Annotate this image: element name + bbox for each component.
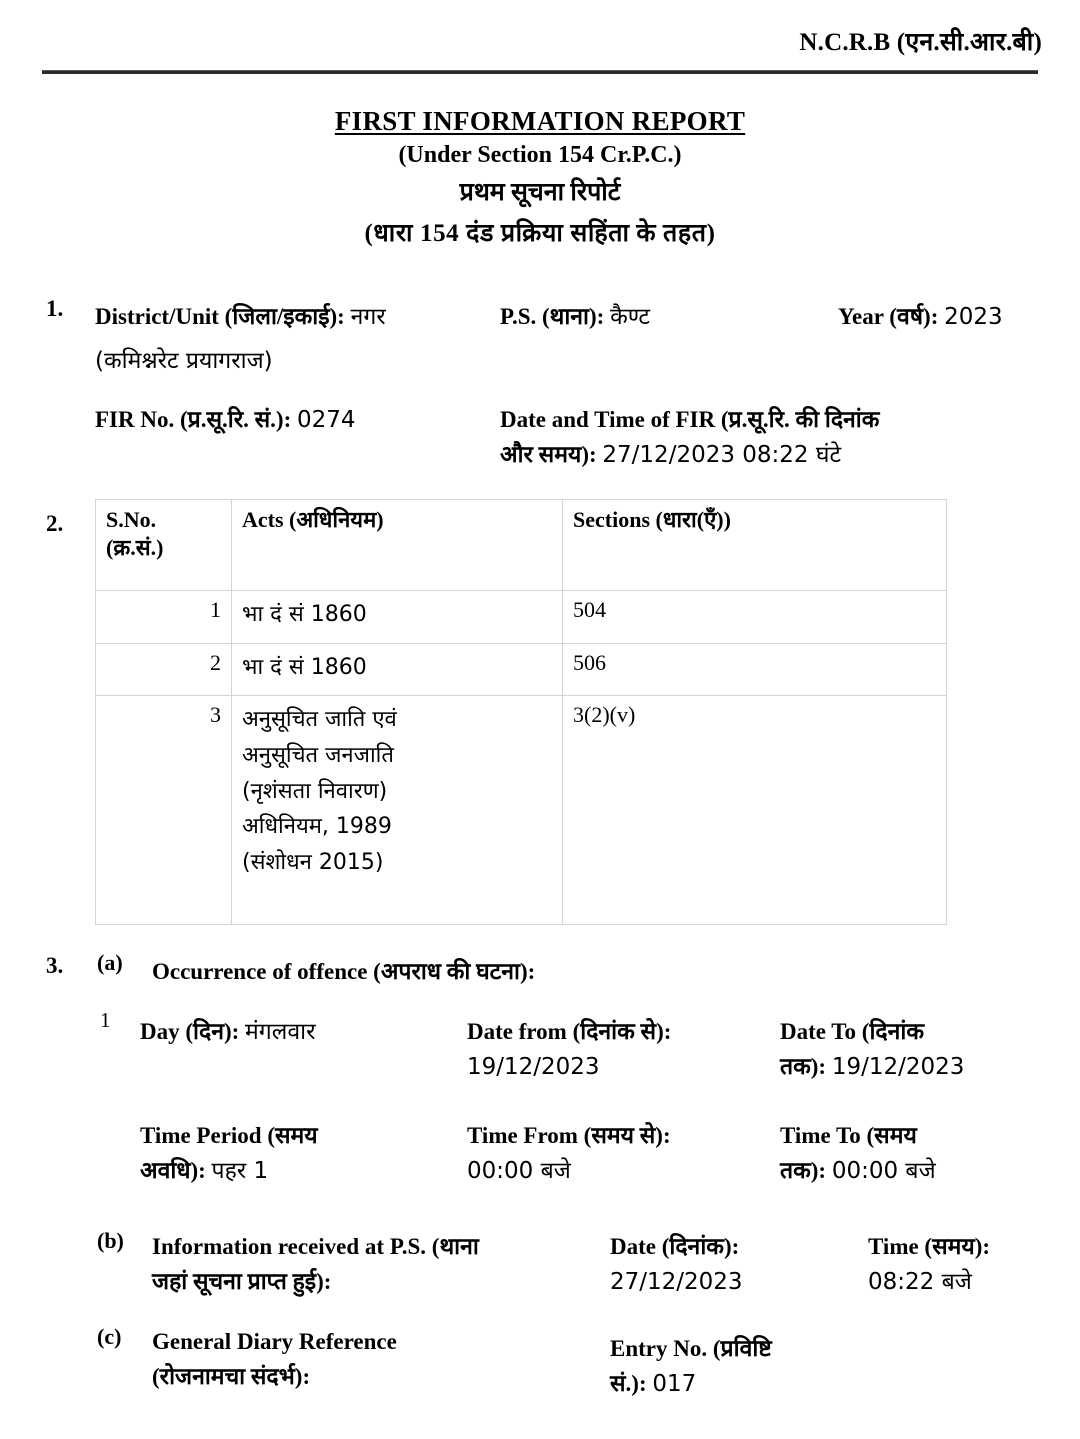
time-from-value: 00:00 बजे [467,1157,571,1184]
information-received-date-field [610,1230,860,1300]
general-diary-reference-label-line1: General Diary Reference [152,1329,397,1354]
table-row [96,591,947,644]
section-2-number: 2. [46,511,64,536]
date-from-field [467,1015,767,1085]
fir-number-value: 0274 [297,407,356,433]
row-act-line4: अधिनियम, 1989 [242,814,392,840]
document-title-block [0,106,1080,250]
fir-datetime-field [500,403,1060,473]
time-to-label-line2: तक): [780,1157,827,1183]
time-period-label-line1: Time Period (समय [140,1123,318,1148]
time-period-value: पहर 1 [211,1157,269,1184]
general-diary-reference-label-line2: (रोजनामचा संदर्भ): [152,1363,311,1389]
information-received-time-label: Time (समय): [868,1234,991,1259]
entry-number-label-line1: Entry No. (प्रविष्टि [610,1336,772,1361]
row-sno: 2 [96,643,232,696]
day-value: मंगलवार [245,1019,316,1045]
information-received-date-label: Date (दिनांक): [610,1234,740,1259]
entry-number-field [610,1332,930,1402]
date-to-value: 19/12/2023 [831,1053,965,1080]
ncrb-agency-header: N.C.R.B (एन.सी.आर.बी) [799,29,1042,56]
police-station-value: कैण्ट [610,304,651,330]
day-label: Day (दिन): [140,1019,240,1044]
fir-number-label: FIR No. (प्र.सू.रि. सं.): [95,407,292,432]
row-act [232,696,563,925]
police-station-field [500,300,830,335]
time-from-label: Time From (समय से): [467,1123,671,1148]
time-to-value: 00:00 बजे [831,1157,936,1184]
row-act-line2: अनुसूचित जनजाति [242,742,394,768]
row-act: भा दं सं 1860 [232,643,563,696]
time-to-label-line1: Time To (समय [780,1123,917,1148]
information-received-label [152,1230,602,1300]
row-section: 504 [563,591,947,644]
row-sno: 3 [96,696,232,925]
time-period-label-line2: अवधि): [140,1157,206,1183]
page-subtitle-hindi: (धारा 154 दंड प्रक्रिया सहिंता के तहत) [364,219,716,247]
time-to-field [780,1119,1070,1189]
information-received-time-value: 08:22 बजे [868,1268,972,1295]
fir-datetime-label-line2: और समय): [500,441,597,467]
column-header-sno-line1: S.No. [106,507,157,532]
page-title: FIRST INFORMATION REPORT [334,106,746,136]
row-section: 3(2)(v) [563,696,947,925]
general-diary-reference-label [152,1325,602,1395]
fir-datetime-label-line1: Date and Time of FIR (प्र.सू.रि. की दिनांक [500,407,880,432]
year-field [838,300,1068,335]
column-header-sections: Sections (धारा(एँ)) [563,500,947,591]
column-header-sno-line2: (क्र.सं.) [106,535,164,561]
district-unit-field [95,300,495,335]
year-value: 2023 [944,304,1003,330]
acts-sections-table [95,499,947,925]
row-act-line1: अनुसूचित जाति एवं [242,707,397,733]
section-3a-marker: (a) [97,950,123,975]
table-header-row [96,500,947,591]
page-subtitle: (Under Section 154 Cr.P.C.) [398,141,682,168]
district-unit-value: नगर [350,304,386,330]
header-divider [42,70,1038,74]
time-period-field [140,1119,460,1189]
date-to-label-line2: तक): [780,1053,827,1079]
row-section: 506 [563,643,947,696]
fir-number-field [95,403,515,438]
time-from-field [467,1119,767,1189]
district-unit-label: District/Unit (जिला/इकाई): [95,304,345,329]
row-act-line5: (संशोधन 2015) [242,849,384,875]
fir-datetime-value: 27/12/2023 08:22 घंटे [602,441,842,468]
table-row [96,696,947,925]
police-station-label: P.S. (थाना): [500,304,605,329]
year-label: Year (वर्ष): [838,304,939,329]
section-1-number: 1. [46,296,64,321]
information-received-label-line1: Information received at P.S. (थाना [152,1234,479,1259]
entry-number-label-line2: सं.): [610,1370,647,1396]
date-to-field [780,1015,1070,1085]
date-from-value: 19/12/2023 [467,1053,600,1080]
information-received-date-value: 27/12/2023 [610,1268,743,1295]
row-sno: 1 [96,591,232,644]
row-act-line3: (नृशंसता निवारण) [242,778,388,804]
column-header-acts: Acts (अधिनियम) [232,500,563,591]
occurrence-row-number: 1 [100,1008,111,1032]
entry-number-value: 017 [652,1370,697,1397]
date-to-label-line1: Date To (दिनांक [780,1019,925,1044]
occurrence-of-offence-label: Occurrence of offence (अपराध की घटना): [152,959,536,984]
row-act: भा दं सं 1860 [232,591,563,644]
section-3c-marker: (c) [97,1324,122,1349]
information-received-label-line2: जहां सूचना प्राप्त हुई): [152,1268,332,1294]
section-3b-marker: (b) [97,1228,124,1253]
section-3-number: 3. [46,953,64,978]
date-from-label: Date from (दिनांक से): [467,1019,672,1044]
table-row [96,643,947,696]
column-header-sno [96,500,232,591]
information-received-time-field [868,1230,1078,1300]
page-title-hindi: प्रथम सूचना रिपोर्ट [459,179,621,207]
day-field [140,1015,460,1050]
commissionerate-value: (कमिश्नरेट प्रयागराज) [95,348,273,374]
